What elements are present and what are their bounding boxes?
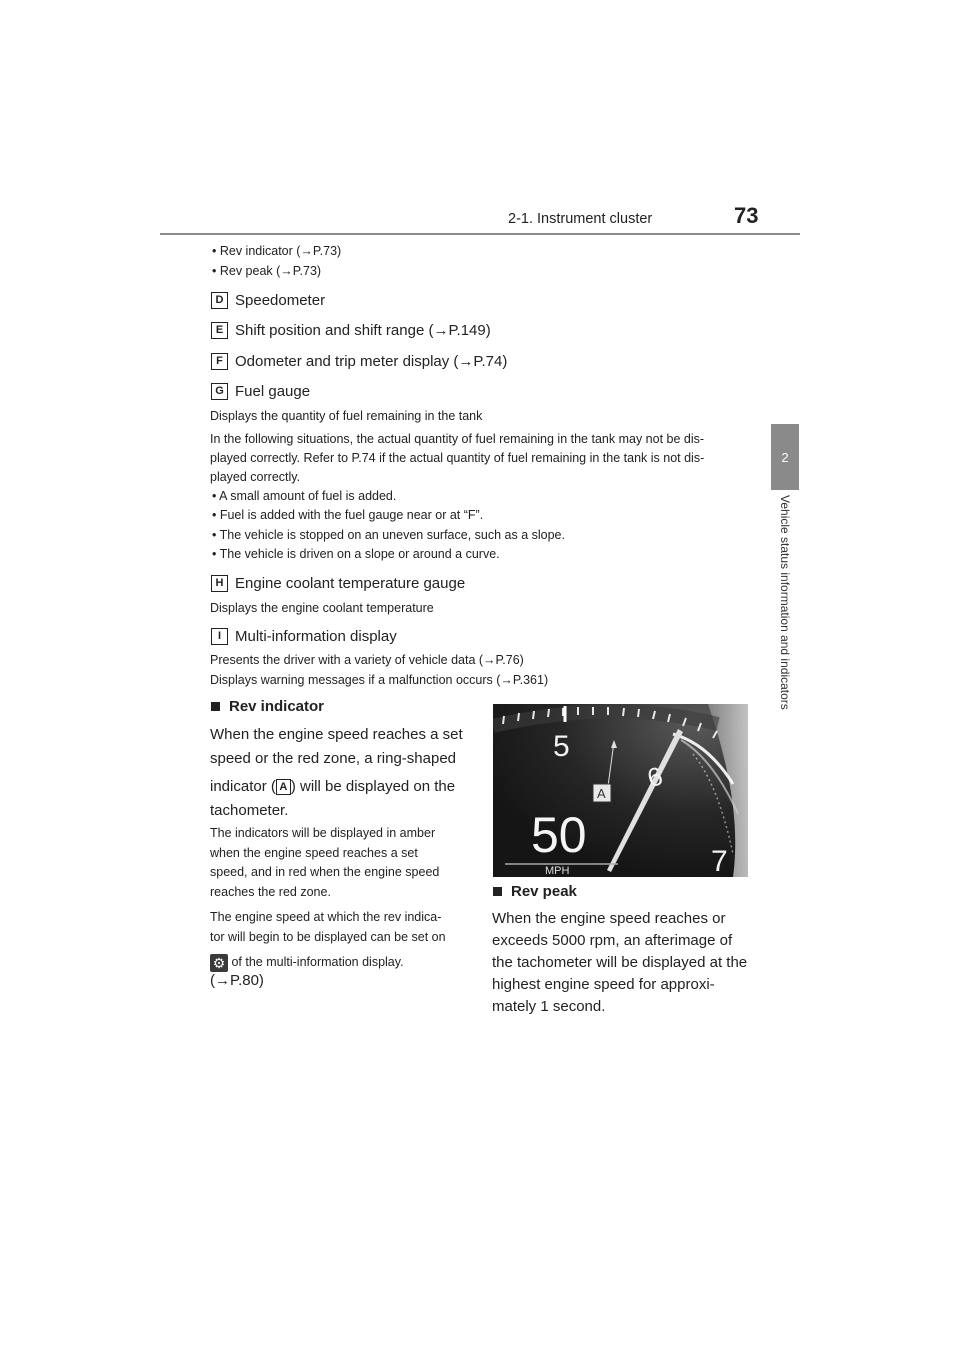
tick-label-5: 5 [553,730,570,763]
body-line: highest engine speed for approxi- [492,976,715,993]
coolant-desc: Displays the engine coolant temperature [210,601,434,615]
chapter-number: 2 [781,449,789,465]
section-title: 2-1. Instrument cluster [508,211,653,227]
inline-label-box: A [276,779,291,795]
rev-peak-body [492,908,747,1018]
item-label-box: D [211,292,228,309]
body-line: exceeds 5000 rpm, an afterimage of [492,932,733,949]
fuel-bullet: • The vehicle is stopped on an uneven surface, such as a slope. [212,528,565,542]
fuel-bullet: • A small amount of fuel is added. [212,489,397,503]
chapter-side-title-text: Vehicle status information and indicators [778,495,792,710]
item-text: Speedometer [235,292,326,309]
item-text: Fuel gauge [235,383,311,400]
fuel-para-line: played correctly. Refer to P.74 if the actual quantity of fuel remaining in the tank is not dis- [210,451,705,465]
callout-label: A [597,786,606,801]
note-line-part: of the multi-information display. [231,955,404,969]
note-line: when the engine speed reaches a set [210,845,418,860]
bullet-rev-peak: • Rev peak (→P.73) [212,264,322,278]
item-label-box: F [211,353,228,370]
square-bullet-icon [493,887,502,896]
note-line: speed, and in red when the engine speed [210,865,440,879]
body-line: When the engine speed reaches a set [210,726,463,743]
item-text: Odometer and trip meter display (→P.74) [235,353,508,370]
fuel-para-line: played correctly. [210,470,301,484]
body-line-part: ) will be displayed on the [290,778,456,795]
body-line: the tachometer will be displayed at the [492,954,748,971]
rev-indicator-ref: (→P.80) [210,972,264,989]
fuel-desc: Displays the quantity of fuel remaining in the tank [210,409,483,423]
square-bullet-icon [211,702,220,711]
item-odometer [211,353,507,370]
note-line: The engine speed at which the rev indica- [210,910,442,924]
bullet-rev-indicator: • Rev indicator (→P.73) [212,244,342,258]
fuel-para-line: In the following situations, the actual quantity of fuel remaining in the tank may not be dis- [210,432,705,446]
rev-indicator-note-2 [210,908,446,973]
fuel-bullet: • The vehicle is driven on a slope or around a curve. [212,547,500,561]
item-label-box: H [211,575,228,592]
item-multi-info-display [211,628,397,645]
item-coolant-gauge [211,575,465,592]
note-line: reaches the red zone. [210,884,331,899]
header-rule [160,233,800,235]
rev-indicator-body [210,723,463,823]
rev-peak-heading [493,883,577,900]
tachometer-illustration [493,704,748,877]
tick-label-7: 7 [711,845,728,877]
item-label-box: I [211,628,228,645]
body-line: mately 1 second. [492,998,606,1015]
item-speedometer [211,292,325,309]
rev-indicator-heading [211,698,324,715]
mid-desc-line: Presents the driver with a variety of vehicle data (→P.76) [210,653,524,667]
body-line: When the engine speed reaches or [492,910,726,927]
item-text: Multi-information display [235,628,397,645]
tachometer-svg [493,704,748,877]
rev-peak-heading-text: Rev peak [511,883,577,900]
body-line-part: indicator ( [210,778,276,795]
rev-indicator-heading-text: Rev indicator [229,698,325,715]
body-line: tachometer. [210,802,289,819]
chapter-side-title [764,495,806,755]
item-shift-position [211,322,491,339]
item-text: Shift position and shift range (→P.149) [235,322,491,339]
gear-icon: ⚙ [210,954,228,972]
mid-desc-line: Displays warning messages if a malfunction occurs (→P.361) [210,673,549,687]
chapter-tab [771,424,799,490]
speed-unit: MPH [545,865,570,877]
rev-indicator-note-1 [210,824,439,902]
item-fuel-gauge [211,383,310,400]
note-line: tor will begin to be displayed can be set on [210,929,446,944]
item-label-box: G [211,383,228,400]
body-line-with-label [210,775,463,799]
body-line: speed or the red zone, a ring-shaped [210,750,456,767]
fuel-bullet: • Fuel is added with the fuel gauge near or at “F”. [212,508,484,522]
note-line: The indicators will be displayed in amber [210,826,436,840]
item-text: Engine coolant temperature gauge [235,575,466,592]
item-label-box: E [211,322,228,339]
tick-label-6: 6 [644,760,666,794]
page-number: 73 [734,203,759,228]
speed-readout: 50 [531,807,587,863]
